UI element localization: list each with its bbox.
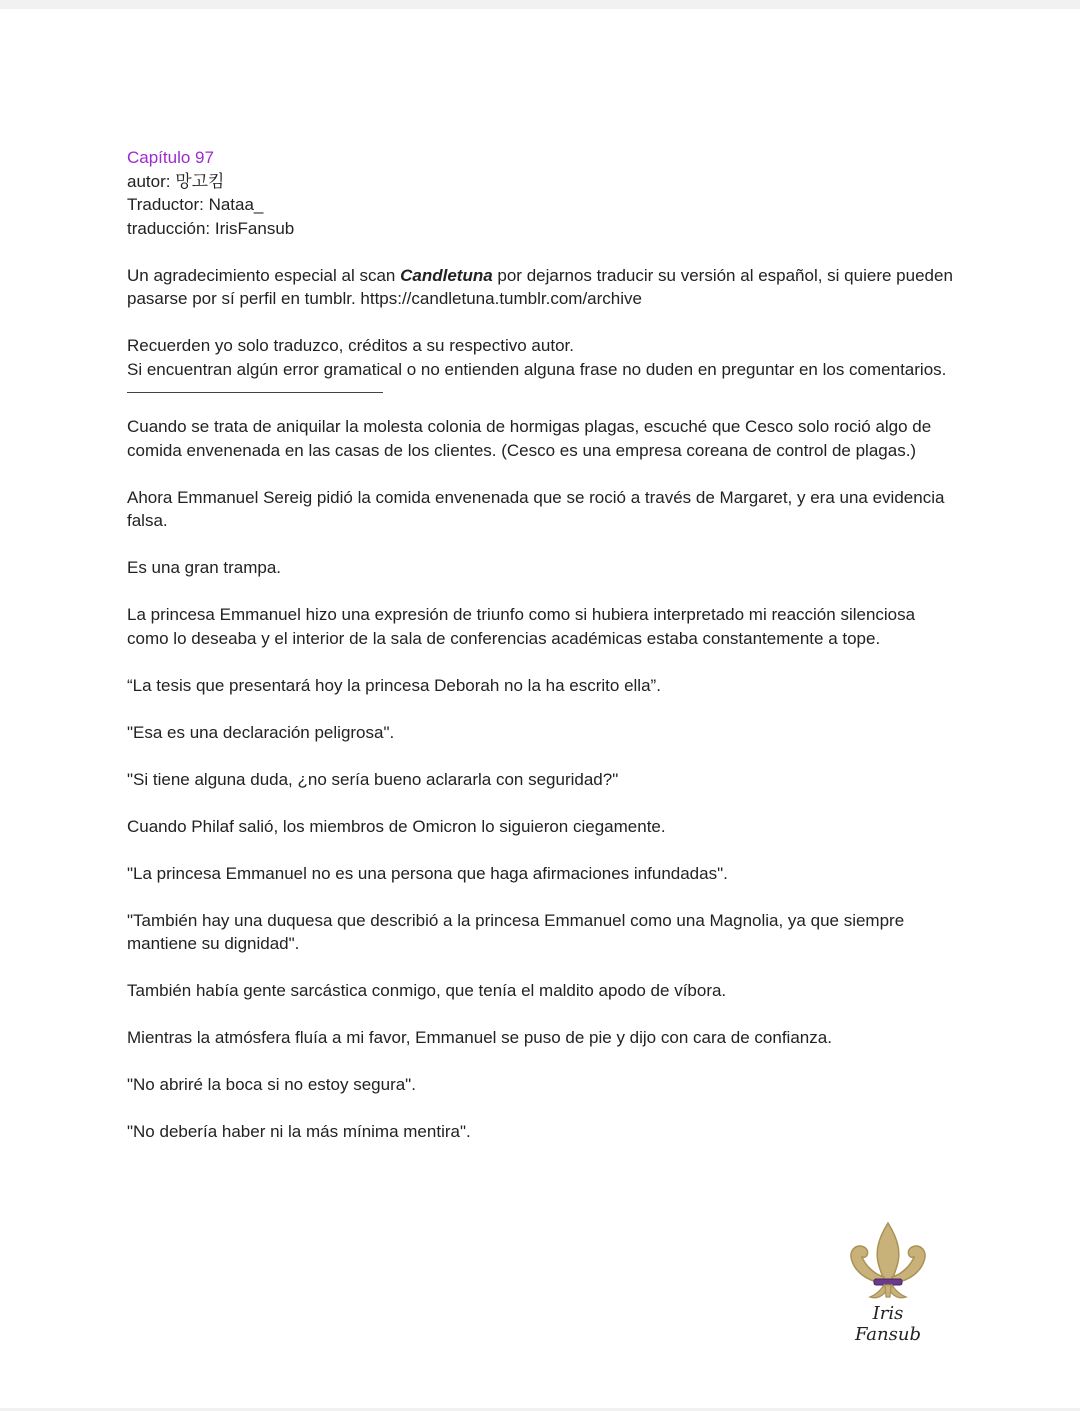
note-line-2: Si encuentran algún error gramatical o no entienden alguna frase no duden en preguntar en los comentarios.: [127, 359, 947, 379]
separator-line: [127, 392, 383, 393]
story-paragraph: Es una gran trampa.: [127, 558, 282, 577]
fleur-de-lis-icon: [838, 1221, 938, 1305]
story-paragraph: Mientras la atmósfera fluía a mi favor, Emmanuel se puso de pie y dijo con cara de confianza.: [127, 1028, 832, 1047]
translation-line: traducción: IrisFansub: [127, 218, 295, 238]
translator-line: Traductor: Nataa_: [127, 195, 264, 214]
note-line-1: Recuerden yo solo traduzco, créditos a su respectivo autor.: [127, 336, 574, 355]
logo-text: Iris Fansub: [855, 1303, 921, 1345]
author-line: autor: 망고킴: [127, 171, 225, 191]
story-paragraph: "No abriré la boca si no estoy segura".: [127, 1075, 416, 1094]
thanks-paragraph: [127, 264, 957, 311]
document-page: [0, 9, 1080, 1408]
document-content: [127, 146, 957, 1167]
thanks-text-before: Un agradecimiento especial al scan: [127, 265, 401, 285]
story-paragraph: "La princesa Emmanuel no es una persona que haga afirmaciones infundadas".: [127, 863, 728, 883]
story-paragraph: Cuando Philaf salió, los miembros de Omicron lo siguieron ciegamente.: [127, 816, 666, 836]
scan-name: Candletuna: [400, 265, 493, 285]
chapter-title: Capítulo 97: [127, 148, 214, 167]
story-paragraph: Cuando se trata de aniquilar la molesta colonia de hormigas plagas, escuché que Cesco solo roció algo de comida envenenada en las casas de los clientes. (Cesco es una empresa coreana de control de plagas.): [127, 417, 932, 460]
chapter-header: [127, 146, 957, 240]
story-paragraph: Ahora Emmanuel Sereig pidió la comida envenenada que se roció a través de Margaret, y era una evidencia falsa.: [127, 487, 945, 530]
story-paragraph: La princesa Emmanuel hizo una expresión de triunfo como si hubiera interpretado mi reacción silenciosa como lo deseaba y el interior de la sala de conferencias académicas estaba constantemente a tope.: [127, 605, 916, 648]
translator-note: [127, 334, 957, 381]
thanks-text-after: por dejarnos traducir su versión al español, si quiere pueden pasarse por sí perfil en tumblr. https://candletuna.tumblr.com/archive: [127, 265, 953, 308]
story-paragraph: "Si tiene alguna duda, ¿no sería bueno aclararla con seguridad?": [127, 769, 619, 789]
iris-fansub-logo: [838, 1221, 938, 1345]
story-paragraph: "Esa es una declaración peligrosa".: [127, 722, 395, 742]
story-paragraph: “La tesis que presentará hoy la princesa Deborah no la ha escrito ella”.: [127, 675, 661, 695]
story-paragraph: También había gente sarcástica conmigo, que tenía el maldito apodo de víbora.: [127, 981, 727, 1000]
story-paragraph: "No debería haber ni la más mínima mentira".: [127, 1122, 471, 1141]
story-paragraph: "También hay una duquesa que describió a la princesa Emmanuel como una Magnolia, ya que siempre mantiene su dignidad".: [127, 910, 905, 953]
